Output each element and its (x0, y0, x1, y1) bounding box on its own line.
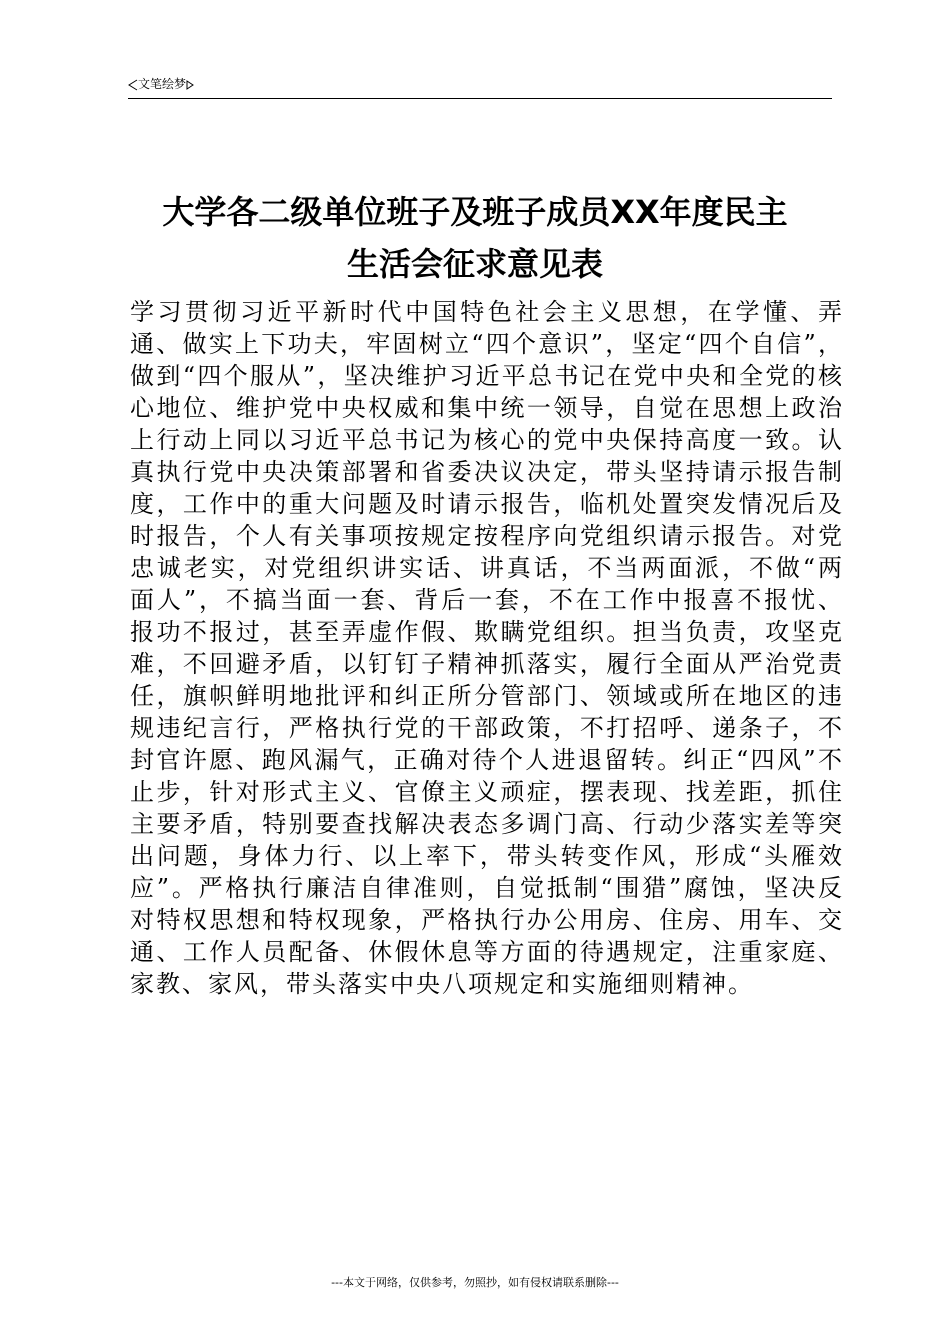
title-line-1: 大学各二级单位班子及班子成员XX年度民主 (162, 193, 788, 231)
document-body-paragraph: 学习贯彻习近平新时代中国特色社会主义思想，在学懂、弄通、做实上下功夫，牢固树立“四个意识”，坚定“四个自信”，做到“四个服从”，坚决维护习近平总书记在党中央和全党的核心地位、维护党中央权威和集中统一领导，自觉在思想上政治上行动上同以习近平总书记为核心的党中央保持高度一致。认真执行党中央决策部署和省委决议决定，带头坚持请示报告制度，工作中的重大问题及时请示报告，临机处置突发情况后及时报告，个人有关事项按规定按程序向党组织请示报告。对党忠诚老实，对党组织讲实话、讲真话，不当两面派，不做“两面人”，不搞当面一套、背后一套，不在工作中报喜不报忧、报功不报过，甚至弄虚作假、欺瞒党组织。担当负责，攻坚克难，不回避矛盾，以钉钉子精神抓落实，履行全面从严治党责任，旗帜鲜明地批评和纠正所分管部门、领域或所在地区的违规违纪言行，严格执行党的干部政策，不打招呼、递条子，不封官许愿、跑风漏气，正确对待个人进退留转。纠正“四风”不止步，针对形式主义、官僚主义顽症，摆表现、找差距，抓住主要矛盾，特别要查找解决表态多调门高、行动少落实差等突出问题，身体力行、以上率下，带头转变作风，形成“头雁效应”。严格执行廉洁自律准则，自觉抵制“围猎”腐蚀，坚决反对特权思想和特权现象，严格执行办公用房、住房、用车、交通、工作人员配备、休假休息等方面的待遇规定，注重家庭、家教、家风，带头落实中央八项规定和实施细则精神。 (130, 298, 844, 998)
triangle-left-icon (128, 79, 138, 91)
header-brand-text: 文笔绘梦 (138, 77, 187, 91)
page-header (128, 72, 832, 99)
triangle-right-icon (186, 80, 194, 90)
header-brand-row (128, 76, 194, 92)
title-line-2: 生活会征求意见表 (346, 245, 603, 283)
document-title (110, 186, 840, 290)
footer-disclaimer: ---本文于网络，仅供参考，勿照抄，如有侵权请联系删除--- (331, 1276, 619, 1289)
